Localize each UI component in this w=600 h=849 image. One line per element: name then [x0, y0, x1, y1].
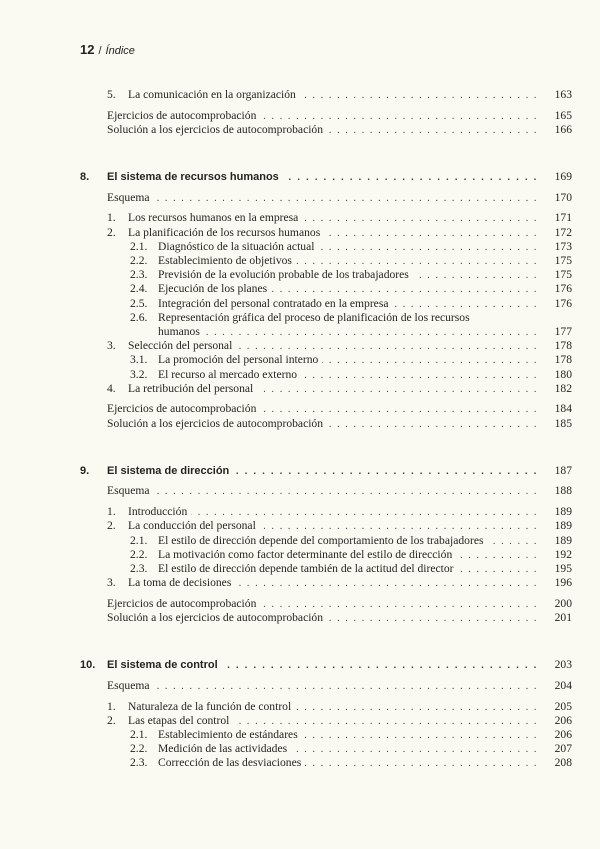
entry-title: La planificación de los recursos humanos	[128, 225, 321, 239]
entry-title: El sistema de control	[107, 659, 218, 672]
entry-title: Establecimiento de estándares	[158, 727, 298, 741]
entry-number: 2.2.	[130, 254, 148, 267]
toc-entry	[80, 714, 572, 728]
dot-leader	[154, 192, 539, 206]
entry-number: 3.	[107, 576, 116, 590]
dot-leader	[260, 520, 538, 534]
entry-title: El estilo de dirección depende del comportamiento de los trabajadores	[158, 533, 484, 547]
entry-page: 172	[554, 225, 572, 239]
dot-leader	[260, 403, 538, 417]
entry-page: 166	[554, 122, 572, 136]
entry-number: 8.	[80, 171, 90, 184]
toc-entry	[80, 402, 572, 416]
entry-page: 176	[554, 296, 572, 310]
dot-leader	[413, 269, 538, 283]
dot-leader	[296, 255, 538, 269]
entry-title: El sistema de dirección	[107, 464, 230, 477]
entry-title: La toma de decisiones	[128, 576, 232, 590]
dot-leader	[458, 563, 538, 577]
dot-leader	[322, 354, 538, 368]
entry-title: Corrección de las desviaciones	[158, 756, 302, 770]
entry-number: 5.	[107, 88, 116, 101]
dot-leader	[295, 701, 538, 715]
entry-title: La conducción del personal	[128, 519, 256, 533]
dot-leader	[235, 577, 538, 591]
toc-entry	[80, 505, 572, 519]
entry-number: 3.2.	[130, 367, 148, 381]
entry-page: 203	[554, 658, 572, 672]
entry-page: 176	[554, 282, 572, 296]
entry-number: 1.	[107, 505, 116, 519]
toc-entry	[80, 756, 572, 770]
entry-title: El recurso al mercado externo	[158, 367, 298, 381]
entry-page: 201	[554, 610, 572, 624]
entry-page: 182	[554, 381, 572, 395]
toc-entry	[80, 268, 572, 282]
dot-leader	[327, 612, 538, 626]
toc-entry	[80, 742, 572, 756]
dot-leader	[392, 298, 538, 312]
entry-page: 204	[554, 678, 572, 692]
entry-page: 200	[554, 596, 572, 610]
entry-page: 171	[554, 211, 572, 225]
entry-title: Ejercicios de autocomprobación	[107, 596, 257, 610]
entry-page: 178	[554, 339, 572, 353]
entry-title: El sistema de recursos humanos	[107, 171, 279, 184]
entry-title: Establecimiento de objetivos	[158, 254, 292, 267]
toc-entry	[80, 282, 572, 296]
toc-entry	[80, 484, 572, 498]
dot-leader	[257, 383, 538, 397]
entry-number: 1.	[107, 699, 116, 713]
entry-page: 185	[554, 416, 572, 430]
entry-number: 2.3.	[130, 268, 148, 282]
dot-leader	[300, 89, 538, 103]
entry-title: Esquema	[107, 484, 150, 498]
entry-title: Naturaleza de la función de control	[128, 699, 292, 713]
toc-entry	[80, 611, 572, 625]
entry-title: Las etapas del control	[128, 713, 230, 727]
dot-leader	[324, 227, 538, 241]
entry-page: 178	[554, 353, 572, 367]
entry-page: 170	[554, 190, 572, 204]
entry-page: 165	[554, 108, 572, 122]
dot-leader	[154, 680, 539, 694]
toc-entry	[80, 339, 572, 353]
entry-page: 196	[554, 576, 572, 590]
dot-leader	[318, 241, 538, 255]
header-separator: /	[98, 45, 102, 57]
entry-number: 2.2.	[130, 742, 148, 756]
entry-title: Solución a los ejercicios de autocomprobación	[107, 416, 324, 430]
entry-page: 207	[554, 742, 572, 756]
running-header	[80, 41, 135, 59]
toc-entry	[80, 417, 572, 431]
entry-title: Ejercicios de autocomprobación	[107, 108, 257, 122]
toc-entry	[80, 109, 572, 123]
entry-title: Diagnóstico de la situación actual	[158, 239, 315, 253]
entry-page: 180	[554, 367, 572, 381]
entry-number: 2.1.	[130, 727, 148, 741]
entry-page: 189	[554, 533, 572, 547]
entry-number: 2.3.	[130, 561, 148, 575]
entry-page: 195	[554, 561, 572, 575]
entry-page: 184	[554, 402, 572, 416]
entry-title: Los recursos humanos en la empresa	[128, 211, 299, 225]
toc-entry	[80, 226, 572, 240]
chapter-heading	[80, 170, 572, 184]
dot-leader	[154, 485, 539, 499]
toc-entry	[80, 534, 572, 548]
toc-entry	[80, 211, 572, 225]
toc-entry	[80, 368, 572, 382]
entry-title: Medición de las actividades	[158, 742, 288, 756]
toc-entry	[80, 88, 572, 102]
entry-title: Previsión de la evolución probable de los trabajadores	[158, 268, 409, 282]
entry-page: 208	[554, 756, 572, 770]
entry-title: La motivación como factor determinante del estilo de dirección	[158, 547, 453, 561]
header-title: Índice	[105, 45, 135, 57]
dot-leader	[271, 283, 538, 297]
dot-leader	[233, 465, 538, 479]
entry-page: 163	[554, 88, 572, 101]
entry-title: Introducción	[128, 505, 188, 519]
entry-page: 192	[554, 547, 572, 561]
entry-number: 2.	[107, 713, 116, 727]
table-of-contents	[80, 88, 572, 770]
entry-page: 177	[554, 324, 572, 338]
toc-entry	[80, 519, 572, 533]
entry-page: 188	[554, 484, 572, 498]
entry-number: 2.6.	[130, 310, 148, 324]
entry-number: 2.1.	[130, 239, 148, 253]
entry-page: 189	[554, 519, 572, 533]
toc-entry	[80, 254, 572, 268]
entry-number: 4.	[107, 381, 116, 395]
toc-entry	[80, 353, 572, 367]
dot-leader	[191, 506, 538, 520]
entry-page: 175	[554, 254, 572, 267]
toc-entry	[80, 576, 572, 590]
entry-number: 9.	[80, 464, 90, 477]
dot-leader	[291, 743, 538, 757]
dot-leader	[233, 715, 538, 729]
toc-entry	[80, 311, 572, 325]
toc-entry-continuation	[80, 325, 572, 339]
entry-title: Representación gráfica del proceso de planificación de los recursos	[158, 310, 470, 324]
entry-number: 2.	[107, 225, 116, 239]
entry-title: Integración del personal contratado en la empresa	[158, 296, 389, 310]
dot-leader	[327, 418, 538, 432]
dot-leader	[260, 110, 538, 124]
entry-title: La comunicación en la organización	[128, 88, 296, 101]
toc-entry	[80, 679, 572, 693]
dot-leader	[327, 124, 538, 138]
entry-number: 1.	[107, 211, 116, 225]
entry-title: El estilo de dirección depende también de la actitud del director	[158, 561, 454, 575]
entry-title: Ejecución de los planes	[158, 282, 268, 296]
dot-leader	[302, 212, 538, 226]
toc-entry	[80, 382, 572, 396]
entry-page: 175	[554, 268, 572, 282]
entry-page: 169	[554, 170, 572, 184]
entry-number: 3.1.	[130, 353, 148, 367]
toc-entry	[80, 191, 572, 205]
entry-number: 2.4.	[130, 282, 148, 296]
entry-page: 206	[554, 727, 572, 741]
dot-leader	[222, 659, 538, 673]
entry-number: 2.5.	[130, 296, 148, 310]
entry-page: 187	[554, 463, 572, 477]
dot-leader	[456, 549, 538, 563]
dot-leader	[204, 326, 538, 340]
toc-entry	[80, 297, 572, 311]
chapter-heading	[80, 464, 572, 478]
entry-page: 189	[554, 505, 572, 519]
entry-number: 2.1.	[130, 533, 148, 547]
chapter-heading	[80, 658, 572, 672]
toc-entry	[80, 562, 572, 576]
toc-entry	[80, 597, 572, 611]
toc-entry	[80, 700, 572, 714]
dot-leader	[283, 171, 538, 185]
entry-title: Selección del personal	[128, 339, 233, 353]
entry-title: Ejercicios de autocomprobación	[107, 402, 257, 416]
entry-page: 206	[554, 713, 572, 727]
entry-title: La promoción del personal interno	[158, 353, 319, 367]
dot-leader	[305, 757, 538, 771]
entry-title: Solución a los ejercicios de autocomprobación	[107, 122, 324, 136]
entry-title: Solución a los ejercicios de autocomprobación	[107, 610, 324, 624]
entry-page: 173	[554, 239, 572, 253]
page-number: 12	[80, 42, 95, 57]
entry-number: 2.2.	[130, 547, 148, 561]
entry-number: 2.	[107, 519, 116, 533]
entry-number: 3.	[107, 339, 116, 353]
entry-title: Esquema	[107, 190, 150, 204]
entry-title: Esquema	[107, 678, 150, 692]
entry-number: 2.3.	[130, 756, 148, 770]
dot-leader	[487, 535, 538, 549]
dot-leader	[260, 598, 538, 612]
dot-leader	[301, 369, 538, 383]
toc-entry	[80, 548, 572, 562]
dot-leader	[302, 729, 538, 743]
entry-title: La retribución del personal	[128, 381, 254, 395]
entry-number: 10.	[80, 659, 96, 672]
toc-entry	[80, 123, 572, 137]
toc-entry	[80, 728, 572, 742]
dot-leader	[236, 340, 538, 354]
toc-entry	[80, 240, 572, 254]
entry-title-continuation: humanos	[158, 324, 200, 338]
entry-page: 205	[554, 699, 572, 713]
